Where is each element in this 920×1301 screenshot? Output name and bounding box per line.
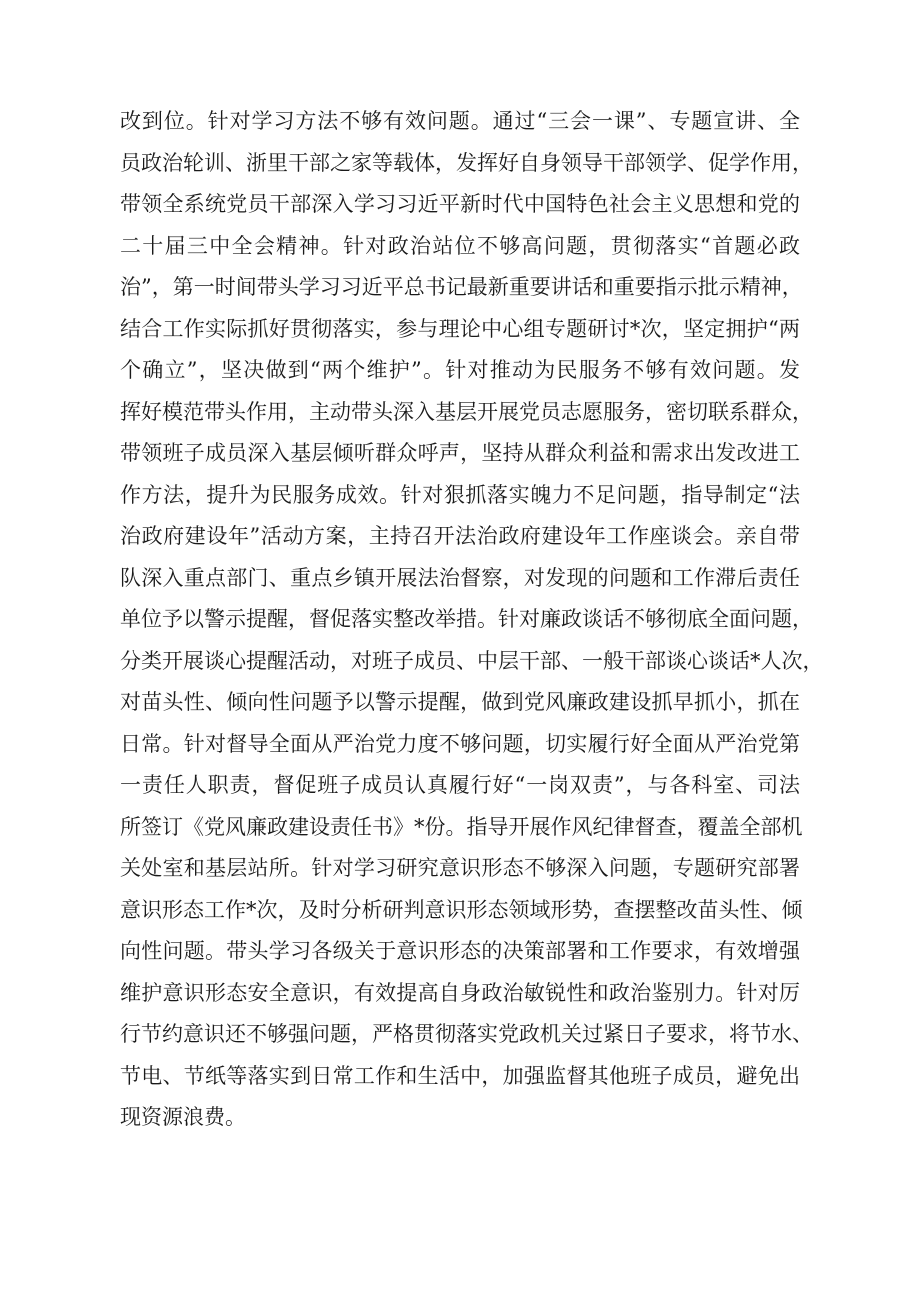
text-line: 一责任人职责，督促班子成员认真履行好“一岗双责”，与各科室、司法 bbox=[120, 773, 800, 797]
text-line: 挥好模范带头作用，主动带头深入基层开展党员志愿服务，密切联系群众， bbox=[120, 399, 813, 424]
text-line: 作方法，提升为民服务成效。针对狠抓落实魄力不足问题，指导制定“法 bbox=[120, 482, 800, 507]
text-line: 员政治轮训、浙里干部之家等载体，发挥好自身领导干部领学、促学作用， bbox=[120, 150, 813, 175]
text-line: 结合工作实际抓好贯彻落实，参与理论中心组专题研讨*次，坚定拥护“两 bbox=[120, 316, 800, 341]
text-line: 行节约意识还不够强问题，严格贯彻落实党政机关过紧日子要求，将节水、 bbox=[120, 1022, 813, 1046]
text-line: 治”，第一时间带头学习习近平总书记最新重要讲话和重要指示批示精神， bbox=[120, 275, 803, 299]
text-line: 所签订《党风廉政建设责任书》*份。指导开展作风纪律督查，覆盖全部机 bbox=[120, 814, 803, 839]
text-line: 治政府建设年”活动方案，主持召开法治政府建设年工作座谈会。亲自带 bbox=[120, 524, 800, 548]
text-line: 分类开展谈心提醒活动，对班子成员、中层干部、一般干部谈心谈话*人次， bbox=[120, 648, 824, 673]
text-line: 关处室和基层站所。针对学习研究意识形态不够深入问题，专题研究部署 bbox=[120, 856, 800, 880]
text-line: 日常。针对督导全面从严治党力度不够问题，切实履行好全面从严治党第 bbox=[120, 731, 800, 756]
text-line: 二十届三中全会精神。针对政治站位不够高问题，贯彻落实“首题必政 bbox=[120, 233, 800, 258]
text-line: 队深入重点部门、重点乡镇开展法治督察，对发现的问题和工作滞后责任 bbox=[120, 565, 800, 590]
text-line: 向性问题。带头学习各级关于意识形态的决策部署和工作要求，有效增强 bbox=[120, 939, 800, 963]
text-line: 个确立”，坚决做到“两个维护”。针对推动为民服务不够有效问题。发 bbox=[120, 358, 800, 382]
text-line: 带领班子成员深入基层倾听群众呼声，坚持从群众利益和需求出发改进工 bbox=[120, 441, 800, 465]
text-line: 意识形态工作*次，及时分析研判意识形态领域形势，查摆整改苗头性、倾 bbox=[120, 897, 803, 922]
text-line: 单位予以警示提醒，督促落实整改举措。针对廉政谈话不够彻底全面问题， bbox=[120, 607, 813, 631]
text-line: 改到位。针对学习方法不够有效问题。通过“三会一课”、专题宣讲、全 bbox=[120, 109, 800, 133]
text-line: 节电、节纸等落实到日常工作和生活中，加强监督其他班子成员，避免出 bbox=[120, 1063, 800, 1088]
text-line: 带领全系统党员干部深入学习习近平新时代中国特色社会主义思想和党的 bbox=[120, 192, 800, 216]
body-paragraph bbox=[120, 101, 824, 1139]
text-line: 对苗头性、倾向性问题予以警示提醒，做到党风廉政建设抓早抓小，抓在 bbox=[120, 690, 800, 714]
text-line-last: 现资源浪费。 bbox=[120, 1105, 246, 1129]
text-line: 维护意识形态安全意识，有效提高自身政治敏锐性和政治鉴别力。针对厉 bbox=[120, 980, 800, 1005]
